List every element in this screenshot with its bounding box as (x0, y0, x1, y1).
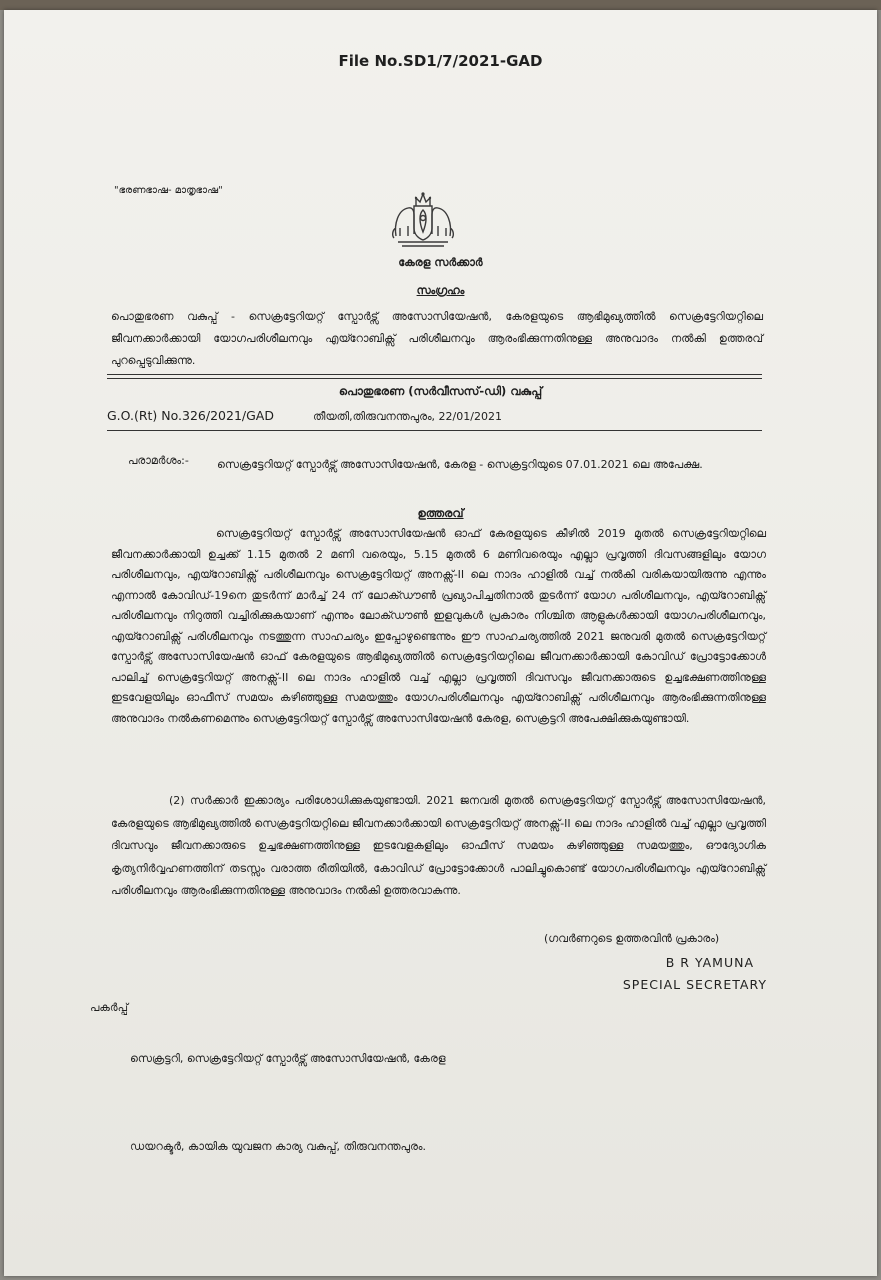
summary-heading: സംഗ്രഹം (416, 284, 465, 297)
reference-label: പരാമർശം:- (128, 454, 189, 467)
signatory-name: B R YAMUNA (665, 955, 754, 970)
order-paragraph-1: സെക്രട്ടേറിയറ്റ് സ്പോർട്സ് അസോസിയേഷൻ ഓഫ് കേരളയുടെ കീഴിൽ 2019 മുതൽ സെക്രട്ടേറിയറ്റിലെ ജീവനക്കാർക്കായി ഉച്ചക്ക് 1.15 മുതൽ 2 മണി വരെയും, 5.15 മുതൽ 6 മണിവരെയും എല്ലാ പ്രവൃത്തി ദിവസങ്ങളിലും യോഗ പരിശീലനവും, എയ്റോബിക്സ് പരിശീലനവും സെക്രട്ടേറിയറ്റ് അനക്സ്-II ലെ നാദം ഹാളിൽ വച്ച് നൽകി വരികയായിരുന്നു എന്നും എന്നാൽ കോവിഡ്-19നെ തുടർന്ന് മാർച്ച് 24 ന് ലോക്ഡൗൺ പ്രഖ്യാപിച്ചതിനാൽ തുടർന്ന് യോഗ പരിശീലനവും, എയ്റോബിക്സ് പരിശീലനവും നിറുത്തി വച്ചിരിക്കുകയാണ് എന്നും ലോക്ഡൗൺ ഇളവുകൾ പ്രകാരം നിശ്ചിത ആളുകൾക്കായി യോഗപരിശീലനവും, എയ്റോബിക്സ് പരിശീലനവും നടത്തുന്ന സാഹചര്യം ഇപ്പോഴുണ്ടെന്നും ഈ സാഹചര്യത്തിൽ 2021 ജനുവരി മുതൽ സെക്രട്ടേറിയറ്റ് സ്പോർട്സ് അസോസിയേഷൻ ഓഫ് കേരളയുടെ ആഭിമുഖ്യത്തിൽ സെക്രട്ടേറിയറ്റിലെ ജീവനക്കാർക്കായി കോവിഡ് പ്രോട്ടോക്കോൾ പാലിച്ച് സെക്രട്ടേറിയറ്റ് അനക്സ്-II ലെ നാദം ഹാളിൽ വച്ച് എല്ലാ പ്രവൃത്തി ദിവസവും ജീവനക്കാരുടെ ഉച്ചഭക്ഷണത്തിനുള്ള ഇടവേളയിലും ഓഫീസ് സമയം കഴിഞ്ഞുള്ള സമയത്തും യോഗപരിശീലനവും എയ്റോബിക്സ് പരിശീലനവും ആരംഭിക്കുന്നതിനുള്ള അനുവാദം നൽകണമെന്നും സെക്രട്ടേറിയറ്റ് സ്പോർട്സ് അസോസിയേഷൻ കേരള, സെക്രട്ടറി അപേക്ഷിക്കുകയുണ്ടായി. (111, 527, 766, 725)
department-heading: പൊതുഭരണ (സർവീസസ്-ഡി) വകുപ്പ് (338, 384, 543, 398)
divider-line (107, 378, 762, 379)
divider-line (107, 430, 762, 431)
document-page (4, 10, 877, 1276)
background-strip (0, 0, 881, 10)
official-language-motto: "ഭരണഭാഷ- മാതൃഭാഷ" (114, 185, 223, 196)
copy-recipient: സെക്രട്ടറി, സെക്രട്ടേറിയറ്റ് സ്പോർട്സ് അസോസിയേഷൻ, കേരള (130, 1052, 446, 1065)
kerala-state-emblem-icon (390, 188, 456, 252)
summary-text: പൊതുഭരണ വകുപ്പ് - സെക്രട്ടേറിയറ്റ് സ്പോർട്സ് അസോസിയേഷൻ, കേരളയുടെ ആഭിമുഖ്യത്തിൽ സെക്രട്ടേറിയറ്റിലെ ജീവനക്കാർക്കായി യോഗപരിശീലനവും എയ്റോബിക്സ് പരിശീലനവും ആരംഭിക്കുന്നതിനുള്ള അനുവാദം നൽകി ഉത്തരവ് പുറപ്പെടുവിക്കുന്നു. (111, 310, 763, 367)
copy-recipient: ഡയറക്ടർ, കായിക യുവജന കാര്യ വകുപ്പ്, തിരുവനന്തപുരം. (130, 1140, 426, 1153)
government-name: കേരള സർക്കാർ (398, 256, 483, 269)
go-number: G.O.(Rt) No.326/2021/GAD (107, 408, 274, 423)
order-paragraph-2: (2) സർക്കാർ ഇക്കാര്യം പരിശോധിക്കുകയുണ്ടായി. 2021 ജനവരി മുതൽ സെക്രട്ടേറിയറ്റ് സ്പോർട്സ് അസോസിയേഷൻ, കേരളയുടെ ആഭിമുഖ്യത്തിൽ സെക്രട്ടേറിയറ്റിലെ ജീവനക്കാർക്കായി സെക്രട്ടേറിയറ്റ് അനക്സ്-II ലെ നാദം ഹാളിൽ വച്ച് എല്ലാ പ്രവൃത്തി ദിവസവും ജീവനക്കാരുടെ ഉച്ചഭക്ഷണത്തിനുള്ള ഇടവേളകളിലും ഓഫീസ് സമയം കഴിഞ്ഞുള്ള സമയത്തും, ഔദ്യോഗിക കൃത്യനിർവ്വഹണത്തിന് തടസ്സം വരാത്ത രീതിയിൽ, കോവിഡ് പ്രോട്ടോക്കോൾ പാലിച്ചുകൊണ്ട് യോഗപരിശീലനവും എയ്റോബിക്സ് പരിശീലനവും ആരംഭിക്കുന്നതിനുള്ള അനുവാദം നൽകി ഉത്തരവാകുന്നു. (111, 794, 766, 897)
signatory-title: SPECIAL SECRETARY (622, 977, 767, 992)
file-number: File No.SD1/7/2021-GAD (338, 52, 543, 70)
divider-line (107, 374, 762, 375)
reference-text: സെക്രട്ടേറിയറ്റ് സ്പോർട്സ് അസോസിയേഷൻ, കേരള - സെക്രട്ടറിയുടെ 07.01.2021 ലെ അപേക്ഷ. (217, 458, 703, 471)
order-heading: ഉത്തരവ് (417, 506, 464, 520)
by-order-of-governor: (ഗവർണറുടെ ഉത്തരവിൻ പ്രകാരം) (544, 932, 720, 945)
go-date: തീയതി,തിരുവനന്തപുരം, 22/01/2021 (313, 410, 502, 423)
copy-heading: പകർപ്പ് (90, 1001, 128, 1014)
